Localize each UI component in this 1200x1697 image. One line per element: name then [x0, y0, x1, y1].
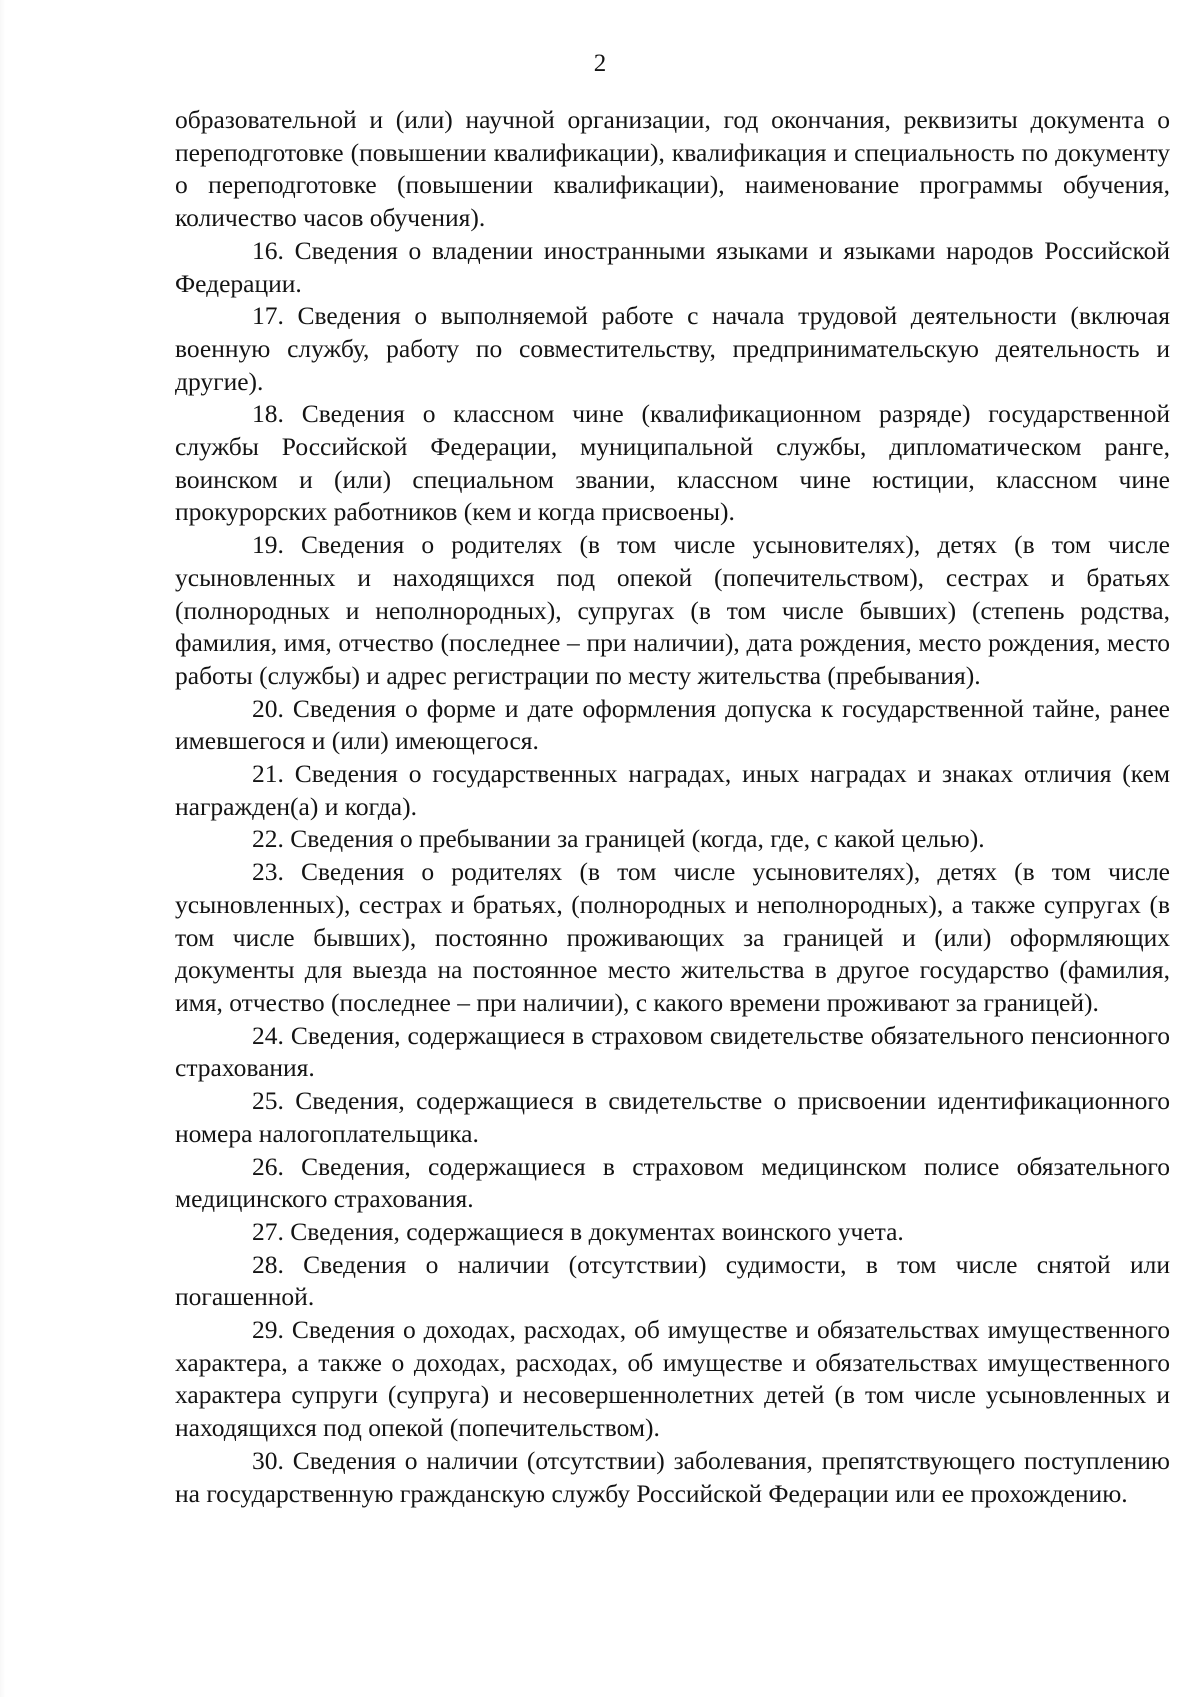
- continuation-paragraph: образовательной и (или) научной организации, год окончания, реквизиты документа о переподготовке (повышении квалификации), квалификация и специальность по документу о переподготовке (повышении квалификации), наименование программы обучения, количество часов обучения).: [175, 105, 1170, 233]
- list-item-24: 24. Сведения, содержащиеся в страховом свидетельстве обязательного пенсионного страхования.: [175, 1020, 1170, 1083]
- list-item-23: 23. Сведения о родителях (в том числе усыновителях), детях (в том числе усыновленных), сестрах и братьях, (полнородных и неполнородных), а также супругах (в том числе бывших), постоянно проживающих за границей и (или) оформляющих документы для выезда на постоянное место жительства в другое государство (фамилия, имя, отчество (последнее – при наличии), с какого времени проживают за границей).: [175, 857, 1170, 1017]
- document-body: [175, 104, 1170, 1510]
- list-item-28: 28. Сведения о наличии (отсутствии) судимости, в том числе снятой или погашенной.: [175, 1249, 1170, 1312]
- list-item-25: 25. Сведения, содержащиеся в свидетельстве о присвоении идентификационного номера налогоплательщика.: [175, 1086, 1170, 1148]
- list-item-30: 30. Сведения о наличии (отсутствии) заболевания, препятствующего поступлению на государственную гражданскую службу Российской Федерации или ее прохождению.: [175, 1445, 1170, 1508]
- list-item-16: 16. Сведения о владении иностранными языками и языками народов Российской Федерации.: [175, 235, 1170, 298]
- list-item-27: 27. Сведения, содержащиеся в документах воинского учета.: [252, 1216, 904, 1246]
- list-item-26: 26. Сведения, содержащиеся в страховом медицинском полисе обязательного медицинского страхования.: [175, 1151, 1170, 1214]
- scan-edge-shadow: [0, 0, 5, 1697]
- list-item-20: 20. Сведения о форме и дате оформления допуска к государственной тайне, ранее имевшегося и (или) имеющегося.: [175, 693, 1170, 756]
- list-item-21: 21. Сведения о государственных наградах, иных наградах и знаках отличия (кем награжден(а) и когда).: [175, 759, 1170, 821]
- list-item-22: 22. Сведения о пребывании за границей (когда, где, с какой целью).: [252, 824, 985, 854]
- list-item-29: 29. Сведения о доходах, расходах, об имуществе и обязательствах имущественного характера, а также о доходах, расходах, об имуществе и обязательствах имущественного характера супруги (супруга) и несовершеннолетних детей (в том числе усыновленных и находящихся под опекой (попечительством).: [175, 1315, 1170, 1443]
- list-item-19: 19. Сведения о родителях (в том числе усыновителях), детях (в том числе усыновленных и находящихся под опекой (попечительством), сестрах и братьях (полнородных и неполнородных), супругах (в том числе бывших) (степень родства, фамилия, имя, отчество (последнее – при наличии), дата рождения, место рождения, место работы (службы) и адрес регистрации по месту жительства (пребывания).: [175, 530, 1170, 690]
- list-item-17: 17. Сведения о выполняемой работе с начала трудовой деятельности (включая военную службу, работу по совместительству, предпринимательскую деятельность и другие).: [175, 301, 1170, 396]
- list-item-18: 18. Сведения о классном чине (квалификационном разряде) государственной службы Российской Федерации, муниципальной службы, дипломатическом ранге, воинском и (или) специальном звании, классном чине юстиции, классном чине прокурорских работников (кем и когда присвоены).: [175, 399, 1170, 527]
- page-number: 2: [593, 50, 607, 77]
